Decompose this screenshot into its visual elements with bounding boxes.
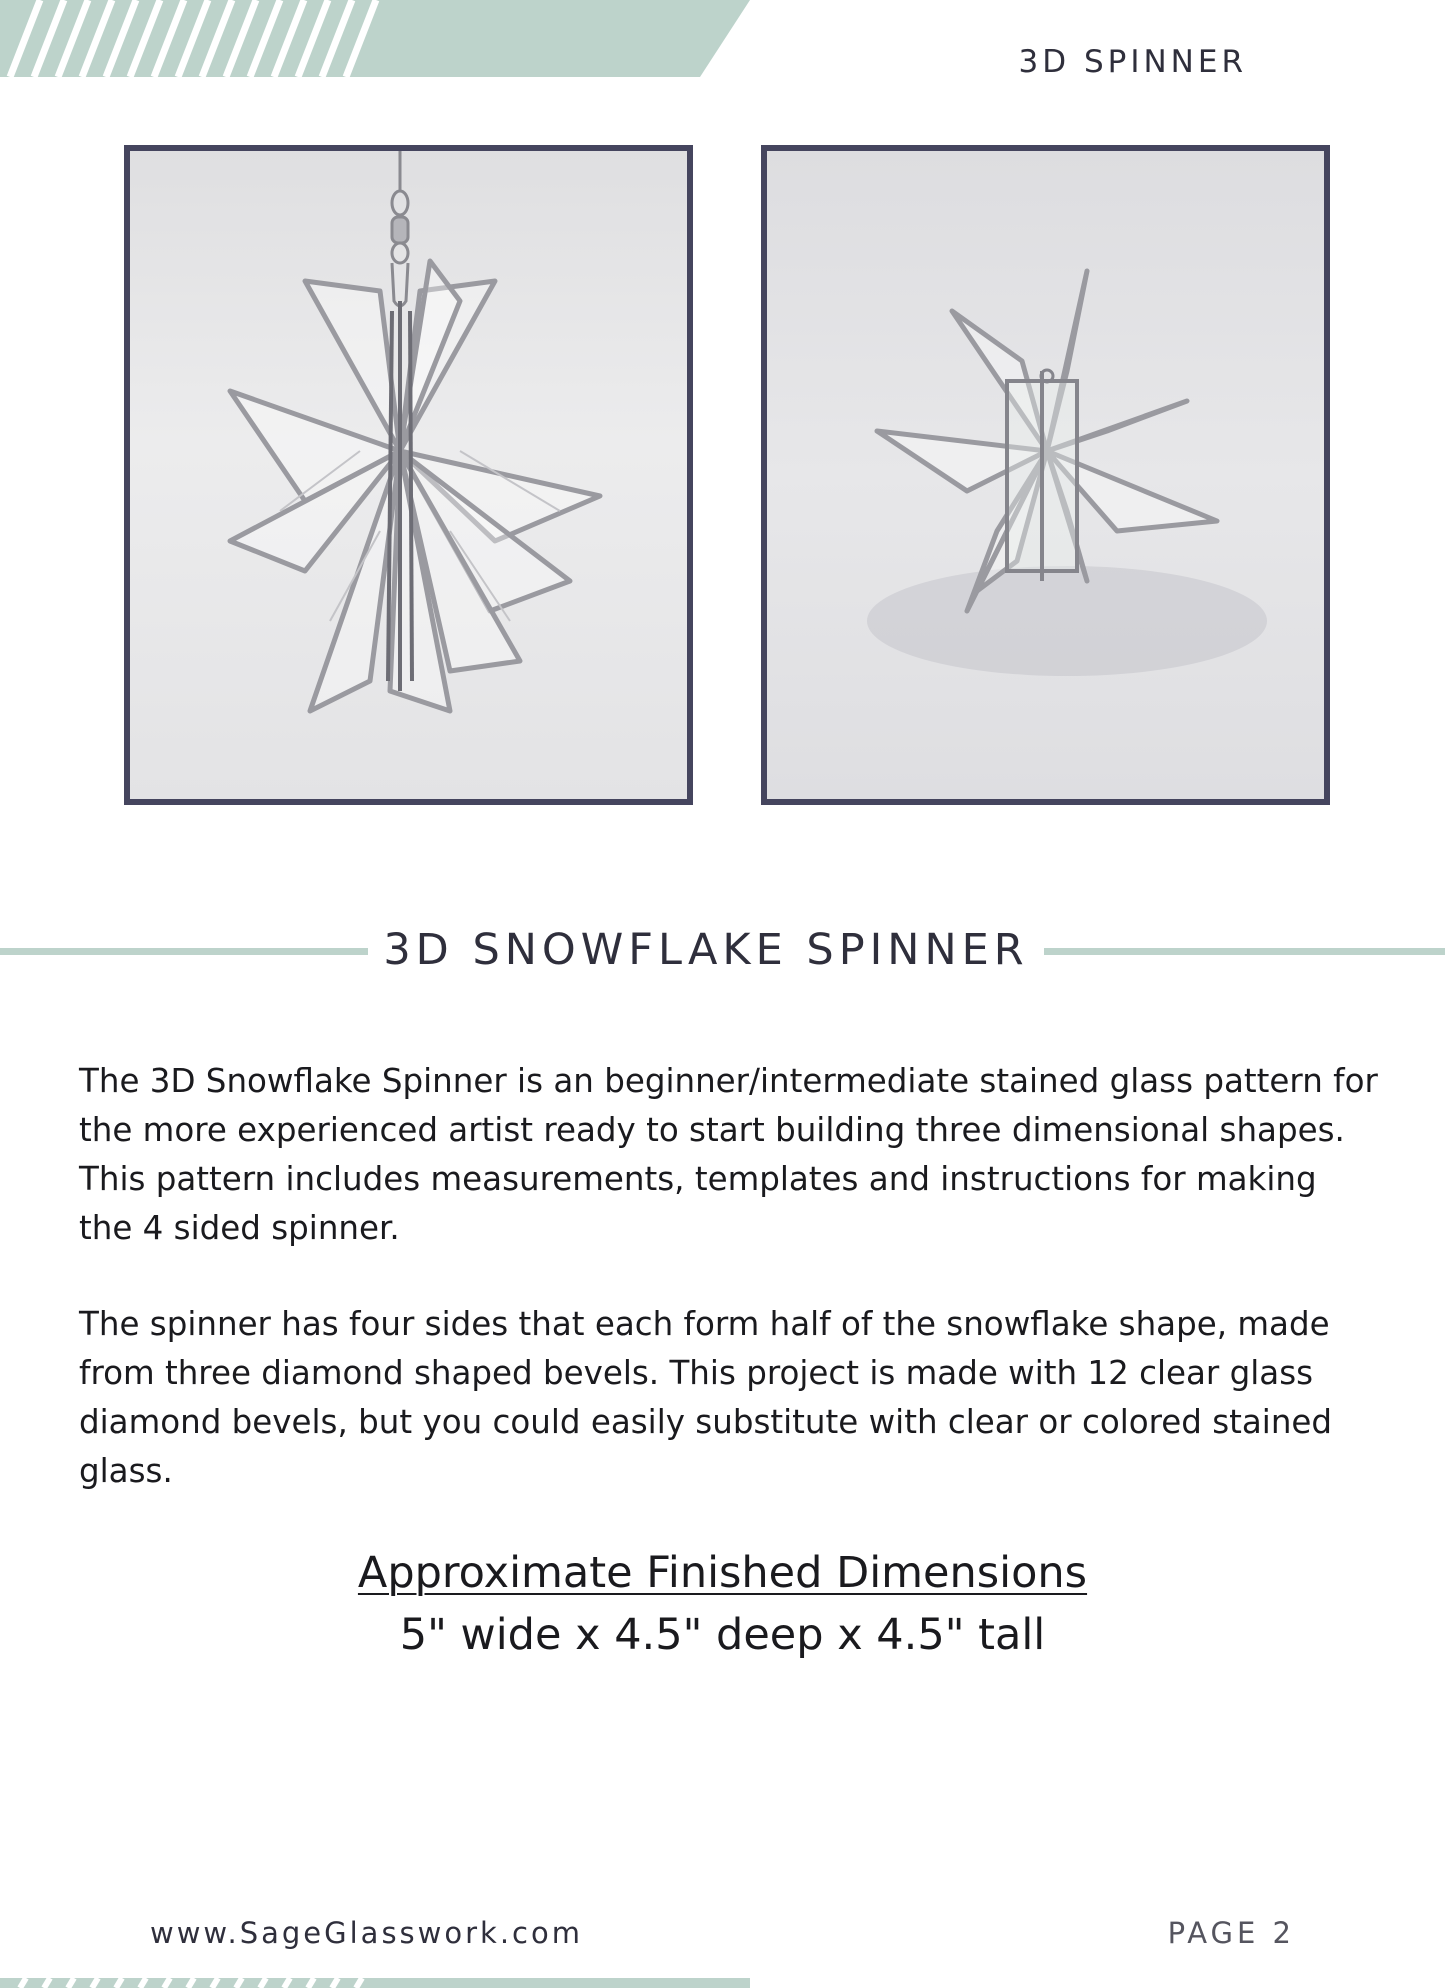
snowflake-standing-illustration: [767, 151, 1324, 799]
section-title: 3D SNOWFLAKE SPINNER: [383, 925, 1029, 975]
dimensions-heading: Approximate Finished Dimensions: [357, 1548, 1088, 1598]
header-label: 3D SPINNER: [1018, 44, 1247, 80]
dimensions-value: 5" wide x 4.5" deep x 4.5" tall: [399, 1610, 1046, 1660]
footer-website: www.SageGlasswork.com: [150, 1916, 583, 1950]
description-paragraph-1: The 3D Snowflake Spinner is an beginner/intermediate stained glass pattern for the more experienced artist ready to start building three dimensional shapes. This pattern includes measurements, templates and instructions for making the 4 sided spinner.: [79, 1062, 1378, 1247]
snowflake-hanging-illustration: [130, 151, 687, 799]
footer-page-number: PAGE 2: [1167, 1916, 1295, 1950]
section-rule-left: [0, 948, 368, 955]
description-paragraph-2: The spinner has four sides that each form half of the snowflake shape, made from three diamond shaped bevels. This project is made with 12 clear glass diamond bevels, but you could easily substitute with clear or colored stained glass.: [79, 1305, 1333, 1490]
photo-hanging-spinner: [124, 145, 693, 805]
top-banner: [0, 0, 750, 77]
bottom-banner: [0, 1978, 750, 1988]
section-rule-right: [1044, 948, 1445, 955]
photo-standing-spinner: [761, 145, 1330, 805]
